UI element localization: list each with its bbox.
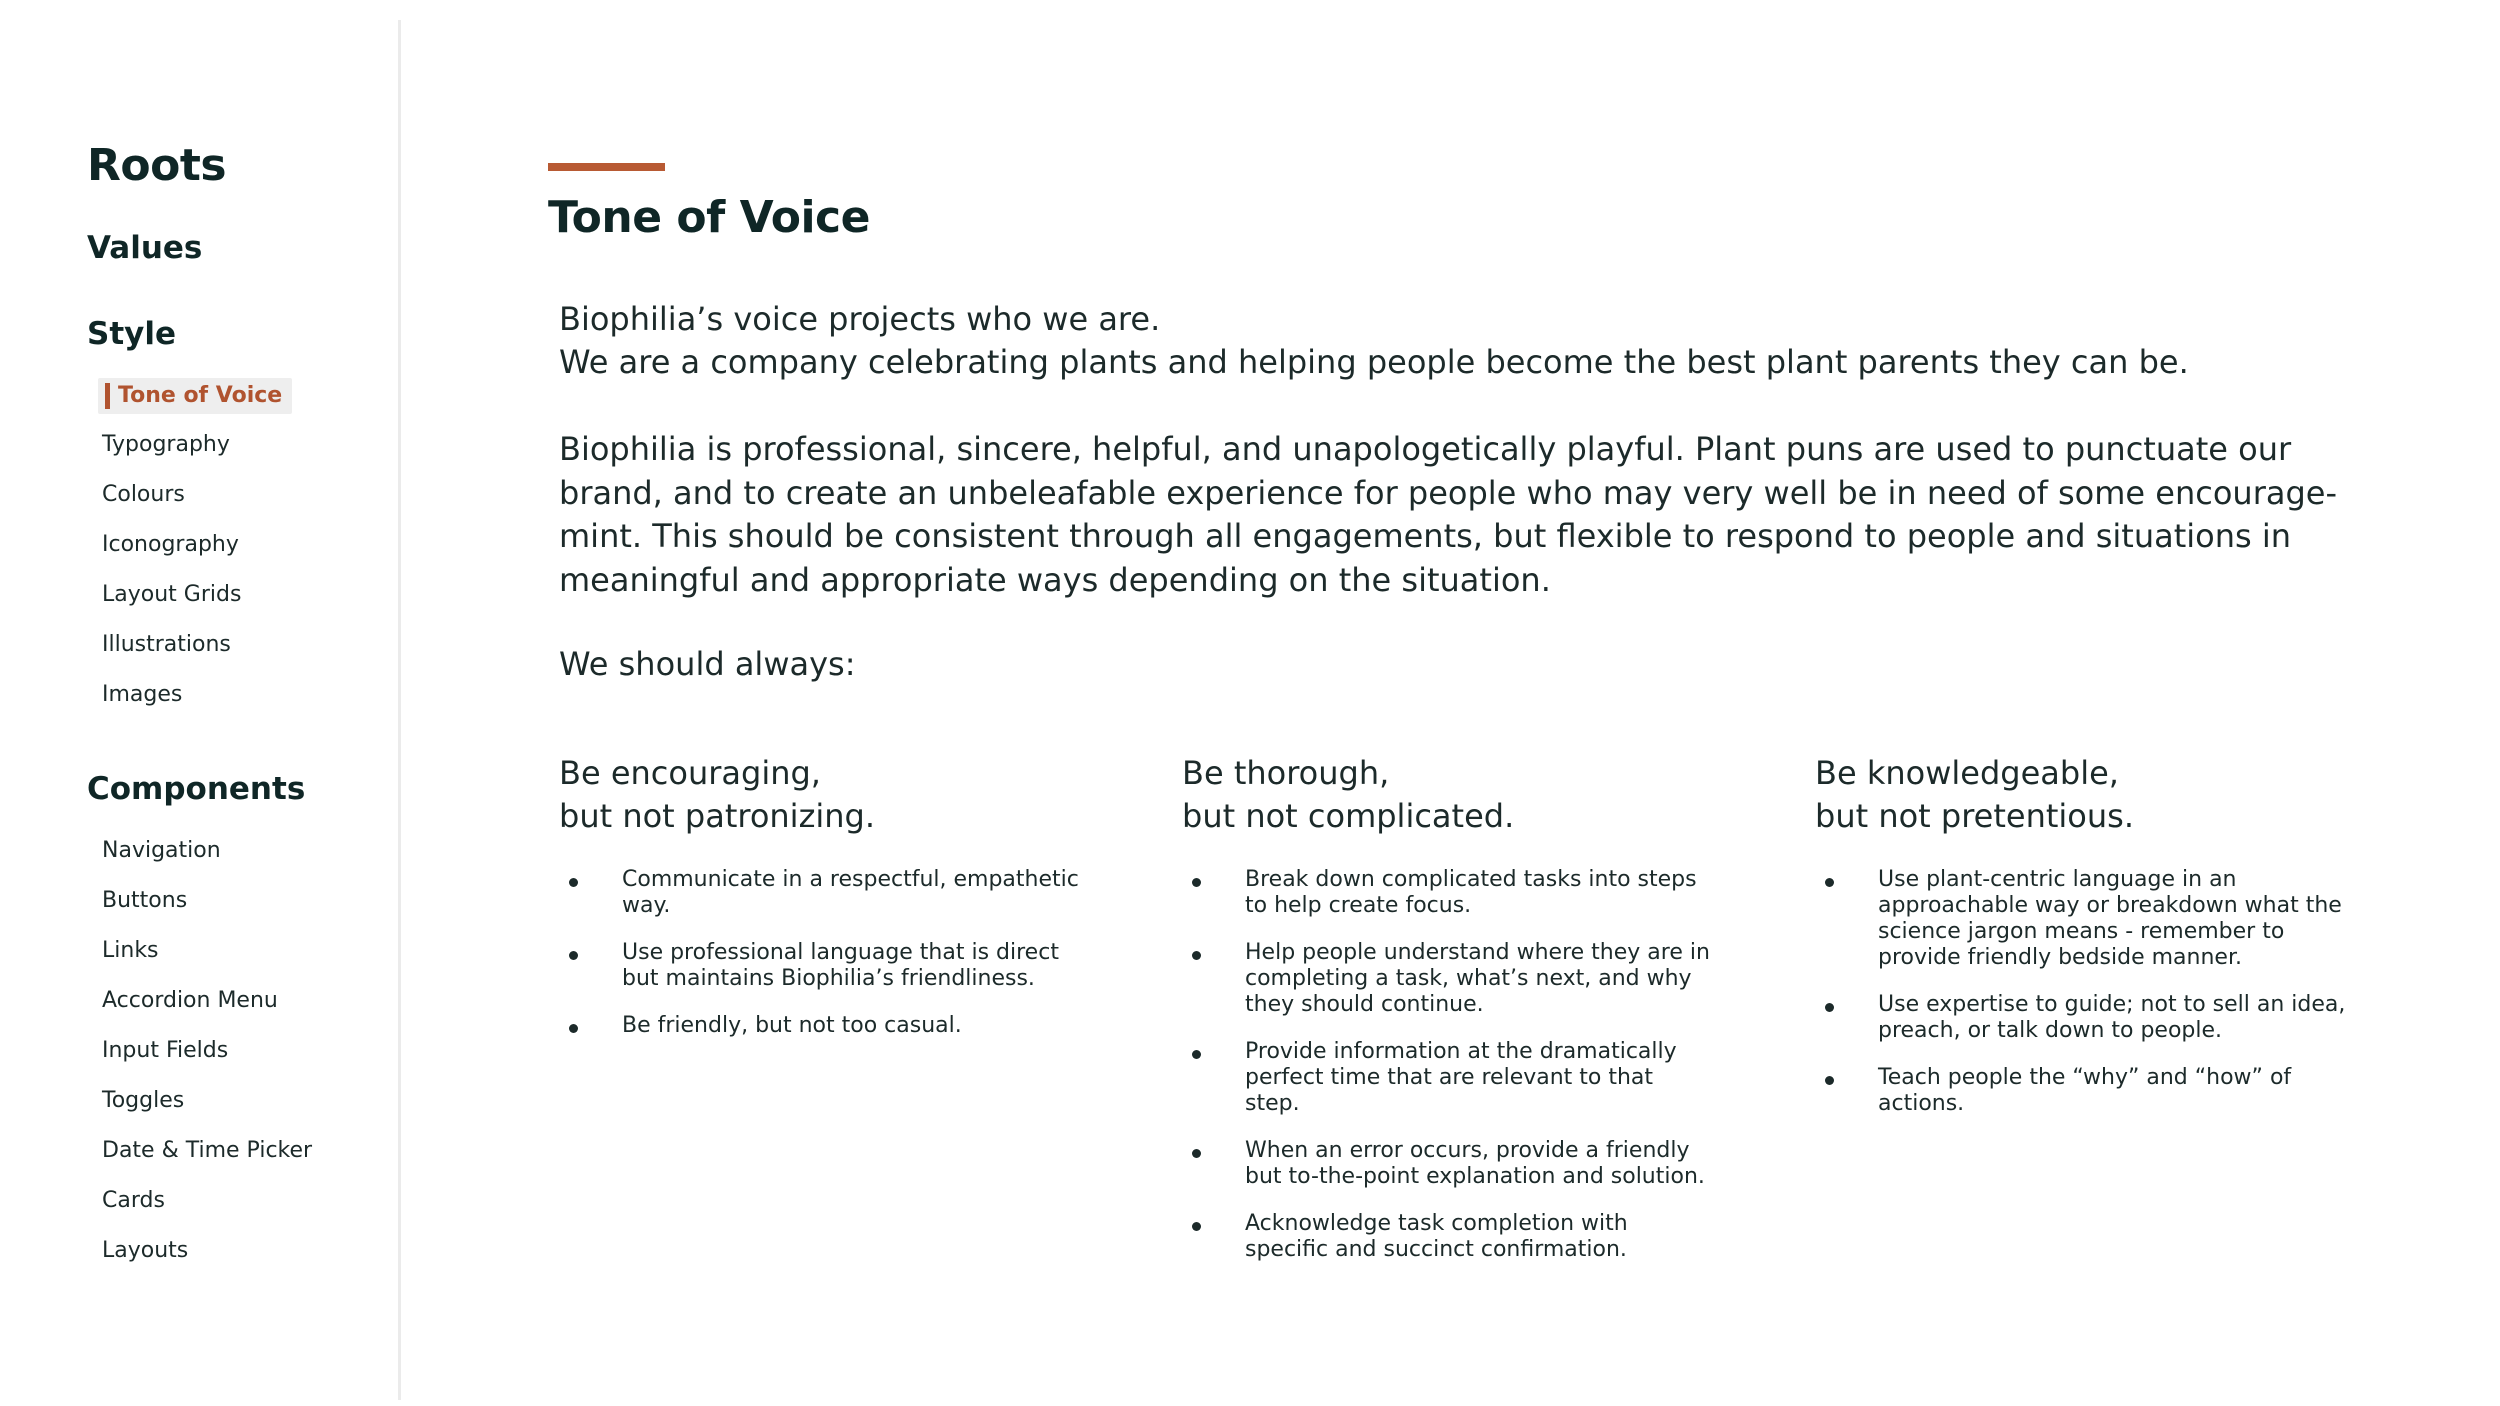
sidebar-item-colours[interactable]: Colours [102, 482, 185, 507]
principle-bullet-list [1815, 867, 2350, 1117]
sidebar-divider [398, 20, 401, 1400]
principle-bullet-list [559, 867, 1079, 1039]
always-label: We should always: [559, 645, 856, 683]
principle-column-knowledgeable [1815, 752, 2350, 1138]
bullet-text: Acknowledge task completion with specific and succinct confirmation. [1245, 1211, 1628, 1262]
principle-heading [559, 752, 1079, 838]
sidebar-section-components[interactable]: Components [87, 771, 306, 807]
sidebar-item-date-time-picker[interactable]: Date & Time Picker [102, 1138, 313, 1163]
sidebar-item-tone-of-voice[interactable]: Tone of Voice [98, 378, 292, 414]
intro-line-1: Biophilia’s voice projects who we are. [559, 300, 1161, 338]
principle-heading-line-2: but not patronizing. [559, 797, 876, 835]
bullet-text: When an error occurs, provide a friendly but to-the-point explanation and solution. [1245, 1138, 1705, 1189]
principle-heading-line-2: but not pretentious. [1815, 797, 2134, 835]
bullet-dot-icon [1192, 951, 1201, 960]
bullet-text: Use expertise to guide; not to sell an idea, preach, or talk down to people. [1878, 992, 2346, 1043]
bullet-text: Provide information at the dramatically perfect time that are relevant to that step. [1245, 1039, 1677, 1116]
sidebar-item-layouts[interactable]: Layouts [102, 1238, 189, 1263]
sidebar [0, 0, 400, 1406]
list-item [1815, 992, 2350, 1044]
list-item [1182, 1211, 1712, 1263]
page-title: Tone of Voice [548, 192, 870, 243]
principle-column-thorough [1182, 752, 1712, 1284]
list-item [559, 1013, 1079, 1039]
title-accent-bar [548, 163, 665, 171]
sidebar-section-values[interactable]: Values [87, 230, 203, 266]
bullet-dot-icon [1192, 1222, 1201, 1231]
sidebar-section-style[interactable]: Style [87, 316, 177, 352]
sidebar-item-toggles[interactable]: Toggles [102, 1088, 185, 1113]
sidebar-item-input-fields[interactable]: Input Fields [102, 1038, 229, 1063]
intro-text [559, 298, 2359, 384]
list-item [1182, 1039, 1712, 1117]
list-item [559, 940, 1079, 992]
bullet-dot-icon [569, 1024, 578, 1033]
principle-heading-line-1: Be knowledgeable, [1815, 754, 2119, 792]
principle-heading-line-1: Be thorough, [1182, 754, 1390, 792]
sidebar-item-accordion-menu[interactable]: Accordion Menu [102, 988, 278, 1013]
bullet-dot-icon [569, 951, 578, 960]
sidebar-item-cards[interactable]: Cards [102, 1188, 165, 1213]
description-paragraph: Biophilia is professional, sincere, helpful, and unapologetically playful. Plant puns are used to punctuate our brand, and to create an unbeleafable experience for people who may very well be in need of some encourage-mint. This should be consistent through all engagements, but flexible to respond to people and situations in meaningful and appropriate ways depending on the situation. [559, 430, 2338, 599]
intro-line-2: We are a company celebrating plants and helping people become the best plant parents they can be. [559, 343, 2189, 381]
sidebar-item-navigation[interactable]: Navigation [102, 838, 221, 863]
bullet-dot-icon [1192, 878, 1201, 887]
list-item [1182, 1138, 1712, 1190]
sidebar-item-images[interactable]: Images [102, 682, 183, 707]
bullet-text: Use professional language that is direct but maintains Biophilia’s friendliness. [622, 940, 1059, 991]
sidebar-item-illustrations[interactable]: Illustrations [102, 632, 231, 657]
bullet-dot-icon [569, 878, 578, 887]
sidebar-item-typography[interactable]: Typography [102, 432, 230, 457]
principle-heading [1815, 752, 2350, 838]
principle-bullet-list [1182, 867, 1712, 1263]
principle-heading-line-1: Be encouraging, [559, 754, 821, 792]
principle-heading [1182, 752, 1712, 838]
bullet-text: Communicate in a respectful, empathetic way. [622, 867, 1079, 918]
sidebar-item-buttons[interactable]: Buttons [102, 888, 188, 913]
bullet-dot-icon [1825, 1076, 1834, 1085]
bullet-dot-icon [1825, 1003, 1834, 1012]
sidebar-item-links[interactable]: Links [102, 938, 159, 963]
sidebar-item-iconography[interactable]: Iconography [102, 532, 239, 557]
bullet-dot-icon [1192, 1050, 1201, 1059]
bullet-text: Teach people the “why” and “how” of actions. [1878, 1065, 2292, 1116]
list-item [1182, 867, 1712, 919]
list-item [1182, 940, 1712, 1018]
principle-heading-line-2: but not complicated. [1182, 797, 1515, 835]
bullet-text: Break down complicated tasks into steps to help create focus. [1245, 867, 1697, 918]
bullet-text: Be friendly, but not too casual. [622, 1013, 962, 1038]
brand-title[interactable]: Roots [87, 140, 227, 191]
principle-column-encouraging [559, 752, 1079, 1060]
bullet-dot-icon [1825, 878, 1834, 887]
bullet-dot-icon [1192, 1149, 1201, 1158]
sidebar-item-layout-grids[interactable]: Layout Grids [102, 582, 242, 607]
list-item [1815, 867, 2350, 971]
bullet-text: Use plant-centric language in an approachable way or breakdown what the science jargon means - remember to provide friendly bedside manner. [1878, 867, 2342, 970]
list-item [559, 867, 1079, 919]
list-item [1815, 1065, 2350, 1117]
bullet-text: Help people understand where they are in completing a task, what’s next, and why they should continue. [1245, 940, 1710, 1017]
